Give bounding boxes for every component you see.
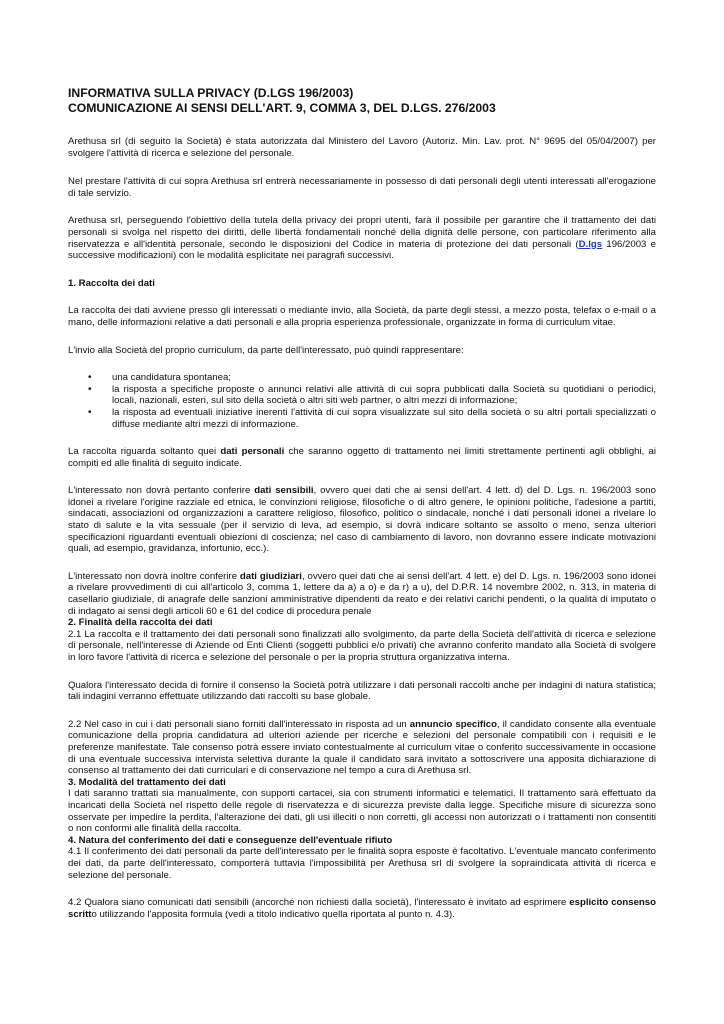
title-line-2: COMUNICAZIONE AI SENSI DELL'ART. 9, COMMA 3, DEL D.LGS. 276/2003 [68, 101, 496, 115]
giudiziari-text-b: , ovvero quei dati che ai sensi dell'art. 4 lett. e) del D. Lgs. n. 196/2003 sono idonei a rivelare provvedimenti di cui all'articolo 3, comma 1, lettere da a) a o) e da r) a u), del D.P.R. 14 novembre 2002, n. 313, in materia di casellario giudiziale, di anagrafe delle sanzioni amministrative dipendenti da reato e dei relativi carichi pendenti, o la qualità di imputato o di indagato ai sensi degli articoli 60 e 61 del codice di procedura penale [68, 570, 657, 617]
natura-paragraph-4-2 [68, 897, 656, 920]
candidature-list [68, 372, 656, 430]
riguarda-text-a: La raccolta riguarda soltanto quei [68, 446, 221, 458]
p22-bold: annuncio specifico [409, 718, 497, 730]
finalita-paragraph-2-1: 2.1 La raccolta e il trattamento dei dati personali sono finalizzati allo svolgimento, da parte della Società dell'attività di ricerca e selezione di personale, nell'interesse di Aziende od Enti Clienti (soggetti pubblici e/o privati) che avranno conferito mandato alla Società di svolgere in loro favore l'attività di ricerca e selezione del personale o per la propria struttura organizzativa interna. [68, 628, 656, 663]
bullet-icon: • [88, 372, 92, 384]
p42-text-a: 4.2 Qualora siano comunicati dati sensibili (ancorché non richiesti dalla società), l'interessato è invitato ad esprimere [68, 897, 570, 909]
intro-3-text-b: 196/2003 e successive modificazioni) con le modalità esplicitate nei paragrafi successivi. [68, 238, 656, 262]
riguarda-paragraph [68, 446, 656, 469]
dlgs-link[interactable]: D.lgs [578, 238, 603, 250]
list-item [68, 384, 656, 407]
intro-paragraph-1: Arethusa srl (di seguito la Società) è stata autorizzata dal Ministero del Lavoro (Autoriz. Min. Lav. prot. N° 9695 del 05/04/2007) per svolgere l'attività di ricerca e selezione del personale. [68, 136, 656, 159]
intro-3-text-a: Arethusa srl, perseguendo l'obiettivo della tutela della privacy dei propri utenti, farà il possibile per garantire che il trattamento dei dati personali si svolga nel rispetto dei diritti, delle libertà fondamentali nonché della dignità delle persone, con particolare riferimento alla riservatezza e all'identità personale, secondo le disposizioni del Codice in materia di protezione dei dati personali ( [68, 215, 656, 250]
intro-paragraph-2: Nel prestare l'attività di cui sopra Arethusa srl entrerà necessariamente in possesso di dati personali degli utenti interessati all'erogazione di tale servizio. [68, 176, 656, 199]
list-item [68, 407, 656, 430]
sensibili-text-a: L'interessato non dovrà pertanto conferire [68, 485, 255, 497]
list-item [68, 372, 656, 384]
list-item-text: la risposta a specifiche proposte o annunci relativi alle attività di cui sopra pubblicati dalla Società su quotidiani o periodici, locali, nazionali, esteri, sul sito della società o altri siti web partner, o altri mezzi di informazione; [112, 383, 656, 407]
list-item-text: la risposta ad eventuali iniziative inerenti l'attività di cui sopra visualizzate sul sito della società o su altri portali specializzati o diffuse mediante altri mezzi di informazione. [112, 406, 656, 430]
riguarda-bold: dati personali [220, 446, 285, 458]
section-heading-3: 3. Modalità del trattamento dei dati [68, 776, 226, 788]
title-line-1: INFORMATIVA SULLA PRIVACY (D.LGS 196/2003) [68, 86, 354, 100]
list-item-text: una candidatura spontanea; [112, 372, 231, 384]
bullet-icon: • [88, 383, 92, 395]
section-heading-1: 1. Raccolta dei dati [68, 277, 155, 289]
giudiziari-bold: dati giudiziari [239, 570, 302, 582]
section-heading-2: 2. Finalità della raccolta dei dati [68, 617, 213, 629]
sensibili-bold: dati sensibili [254, 485, 314, 497]
modalita-paragraph: I dati saranno trattati sia manualmente, con supporti cartacei, sia con strumenti informatici e telematici. Il trattamento sarà effettuato da incaricati della Società nel rispetto delle regole di riservatezza e di sicurezza previste dalla legge. Specifiche misure di sicurezza sono osservate per impedire la perdita, l'alterazione dei dati, gli usi illeciti o non corretti, gli accessi non autorizzati o i trattamenti non consentiti o non conformi alle finalità della raccolta. [68, 788, 656, 835]
document-title [68, 86, 656, 116]
sensibili-paragraph [68, 485, 656, 555]
intro-paragraph-3 [68, 215, 656, 261]
giudiziari-paragraph [68, 571, 656, 617]
section-heading-4: 4. Natura del conferimento dei dati e conseguenze dell'eventuale rifiuto [68, 834, 393, 846]
raccolta-paragraph-1: La raccolta dei dati avviene presso gli interessati o mediante invio, alla Società, da parte degli stessi, a mezzo posta, telefax o e-mail o a mano, delle informazioni relative a dati personali e alla propria esperienza professionale, organizzate in forma di curriculum vitae. [68, 305, 656, 328]
p22-text-a: 2.2 Nel caso in cui i dati personali siano forniti dall'interessato in risposta ad un [68, 718, 410, 730]
natura-paragraph-4-1: 4.1 Il conferimento dei dati personali da parte dell'interessato per le finalità sopra esposte è facoltativo. L'eventuale mancato conferimento dei dati, da parte dell'interessato, comporterà tuttavia l'impossibilità per Arethusa srl di svolgere la sopraindicata attività di ricerca e selezione del personale. [68, 846, 656, 881]
bullet-icon: • [88, 406, 92, 418]
finalita-paragraph-2-2 [68, 719, 656, 777]
consenso-statistica-paragraph: Qualora l'interessato decida di fornire il consenso la Società potrà utilizzare i dati personali raccolti anche per indagini di natura statistica; tali indagini verranno effettuate utilizzando dati raccolti su base globale. [68, 679, 656, 703]
sensibili-text-b: , ovvero quei dati che ai sensi dell'art. 4 lett. d) del D. Lgs. n. 196/2003 sono idonei a rivelare l'origine razziale ed etnica, le convinzioni religiose, filosofiche o di altro genere, le opinioni politiche, l'adesione a partiti, sindacati, associazioni od organizzazioni a carattere religioso, filosofico, politico o sindacale, nonché i dati personali idonei a rivelare lo stato di salute e la vita sessuale (per il servizio di leva, ad esempio, si dovrà indicare soltanto se assolto o meno, senza ulteriori specificazioni riguardanti eventuali obiezioni di coscienza; nel caso di cambiamento di lavoro, non dovranno essere indicate motivazioni quali, ad esempio, gravidanza, infortunio, ecc.). [68, 485, 656, 555]
p22-text-b: , il candidato consente alla eventuale comunicazione della propria candidatura ad ulteriori aziende per ricerche e selezioni del personale compatibili con i requisiti e le preferenze manifestate. Tale consenso potrà essere inviato contestualmente al curriculum vitae o conferito successivamente in occasione di una eventuale successiva intervista selettiva durante la quale il candidato sarà invitato a sottoscrivere una apposita dichiarazione di consenso al trattamento dei dati curriculari e di conservazione nel tempo a cura di Arethusa srl. [68, 718, 656, 777]
raccolta-paragraph-2: L'invio alla Società del proprio curriculum, da parte dell'interessato, può quindi rappresentare: [68, 344, 464, 356]
p42-text-b: o utilizzando l'apposita formula (vedi a titolo indicativo quella riportata al punto n. 4.3). [91, 908, 455, 920]
document-page [68, 86, 656, 920]
riguarda-text-b: che saranno oggetto di trattamento nei limiti strettamente pertinenti agli obblighi, ai compiti ed alle finalità di seguito indicate. [68, 446, 657, 469]
p42-bold: esplicito consenso scritt [68, 897, 656, 920]
giudiziari-text-a: L'interessato non dovrà inoltre conferire [68, 570, 240, 582]
